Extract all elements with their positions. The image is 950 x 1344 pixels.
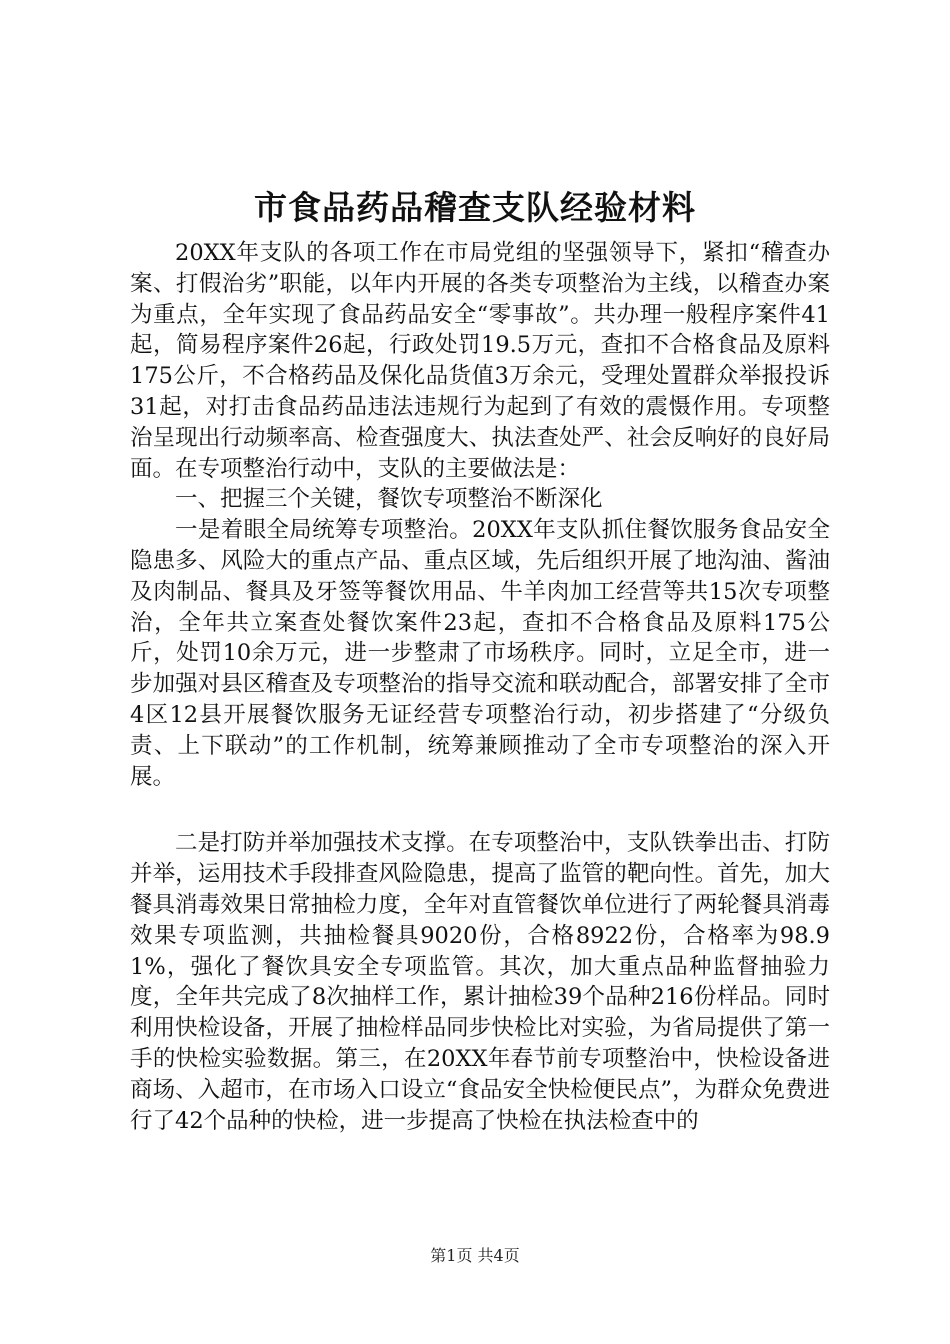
document-title: 市食品药品稽查支队经验材料: [254, 188, 696, 227]
page-footer: 第1页 共4页: [430, 1246, 520, 1265]
section-heading-1: 一、把握三个关键，餐饮专项整治不断深化: [175, 486, 603, 513]
document-body: [130, 238, 830, 1136]
paragraph-point-1: 一是着眼全局统筹专项整治。20XX年支队抓住餐饮服务食品安全隐患多、风险大的重点产品、重点区域，先后组织开展了地沟油、酱油及肉制品、餐具及牙签等餐饮用品、牛羊肉加工经营等共15次专项整治，全年共立案查处餐饮案件23起，查扣不合格食品及原料175公斤，处罚10余万元，进一步整肃了市场秩序。同时，立足全市，进一步加强对县区稽查及专项整治的指导交流和联动配合，部署安排了全市4区12县开展餐饮服务无证经营专项整治行动，初步搭建了“分级负责、上下联动”的工作机制，统筹兼顾推动了全市专项整治的深入开展。: [130, 517, 830, 790]
paragraph-intro: 20XX年支队的各项工作在市局党组的坚强领导下，紧扣“稽查办案、打假治劣”职能，以年内开展的各类专项整治为主线，以稽查办案为重点，全年实现了食品药品安全“零事故”。共办理一般程序案件41起，简易程序案件26起，行政处罚19.5万元，查扣不合格食品及原料175公斤，不合格药品及保化品货值3万余元，受理处置群众举报投诉31起，对打击食品药品违法违规行为起到了有效的震慑作用。专项整治呈现出行动频率高、检查强度大、执法查处严、社会反响好的良好局面。在专项整治行动中，支队的主要做法是：: [130, 240, 830, 482]
paragraph-point-2: 二是打防并举加强技术支撑。在专项整治中，支队铁拳出击、打防并举，运用技术手段排查风险隐患，提高了监管的靶向性。首先，加大餐具消毒效果日常抽检力度，全年对直管餐饮单位进行了两轮餐具消毒效果专项监测，共抽检餐具9020份，合格8922份，合格率为98.91%，强化了餐饮具安全专项监管。其次，加大重点品种监督抽验力度，全年共完成了8次抽样工作，累计抽检39个品种216份样品。同时利用快检设备，开展了抽检样品同步快检比对实验，为省局提供了第一手的快检实验数据。第三，在20XX年春节前专项整治中，快检设备进商场、入超市，在市场入口设立“食品安全快检便民点”，为群众免费进行了42个品种的快检，进一步提高了快检在执法检查中的: [130, 830, 830, 1134]
